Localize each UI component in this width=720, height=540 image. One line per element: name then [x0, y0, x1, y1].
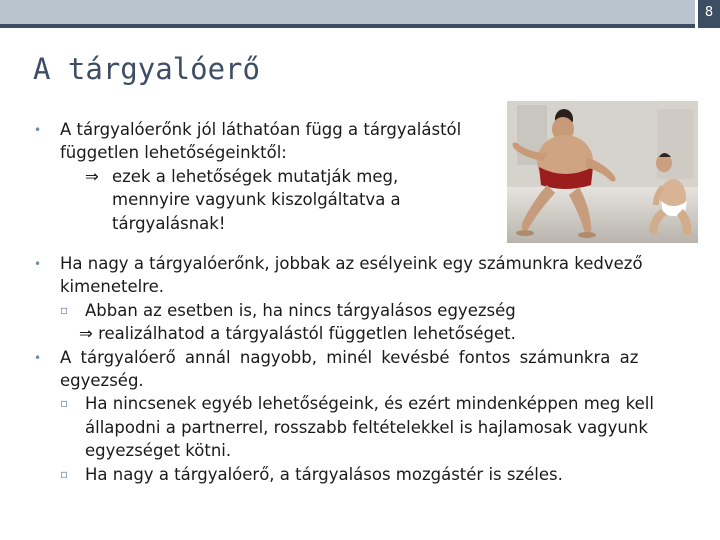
bullet-3-line-1-wrap — [60, 346, 696, 369]
bullet-1-sub-line-3: tárgyalásnak! — [112, 213, 226, 233]
bullet-marker: • — [34, 257, 42, 272]
implies-icon: ⇒ — [79, 324, 93, 344]
page-number: 8 — [698, 0, 720, 28]
slide-content — [34, 118, 696, 486]
bullet-2-line-2: kimenetelre. — [60, 277, 164, 297]
top-bar-line — [0, 24, 720, 28]
sub-bullet-marker: ▫ — [60, 466, 69, 481]
bullet-3 — [34, 346, 696, 486]
bullet-3-sub-1 — [60, 392, 696, 462]
bullet-3-sub-1-line-1: Ha nincsenek egyéb lehetőségeink, és ezért mindenképpen meg kell — [85, 394, 654, 414]
bullet-2-sub-1 — [60, 299, 696, 346]
bullet-2 — [34, 252, 696, 346]
bullet-3-sub-1-line-3: egyezséget kötni. — [85, 441, 232, 461]
bullet-3-line-2: egyezség. — [60, 371, 144, 391]
sub-bullet-marker: ▫ — [60, 396, 69, 411]
bullet-2-sub-1-text: Abban az esetben is, ha nincs tárgyalásos egyezség — [85, 300, 516, 320]
bullet-1-sub-line-1: ezek a lehetőségek mutatják meg, — [112, 166, 399, 186]
bullet-1-sub-line-2: mennyire vagyunk kiszolgáltatva a — [112, 190, 401, 210]
sub-bullet-marker: ▫ — [60, 302, 69, 317]
bullet-3-sub-2-text: Ha nagy a tárgyalóerő, a tárgyalásos mozgástér is széles. — [85, 464, 563, 484]
top-bar-band — [0, 0, 720, 24]
bullet-1-line-2: független lehetőségeinktől: — [60, 143, 287, 163]
bullet-1-sub — [85, 165, 696, 235]
implies-icon: ⇒ — [85, 166, 99, 186]
bullet-2-sub-2-text: realizálhatod a tárgyalástól független lehetőséget. — [98, 324, 516, 344]
bullet-marker: • — [34, 123, 42, 137]
bullet-1 — [34, 118, 696, 235]
slide-title: A tárgyalóerő — [33, 52, 260, 86]
bullet-2-sub-2 — [79, 322, 696, 345]
bullet-3-line-1: A tárgyalóerő annál nagyobb, minél kevésbé fontos számunkra az — [60, 347, 639, 367]
bullet-1-line-1: A tárgyalóerőnk jól láthatóan függ a tárgyalástól — [60, 120, 462, 139]
bullet-2-line-1: Ha nagy a tárgyalóerőnk, jobbak az esélyeink egy számunkra kedvező — [60, 254, 643, 274]
top-bar — [0, 0, 720, 28]
bullet-3-sub-2 — [60, 463, 696, 486]
bullet-3-sub-1-line-2: állapodni a partnerrel, rosszabb feltételekkel is hajlamosak vagyunk — [85, 417, 648, 437]
bullet-marker: • — [34, 350, 42, 365]
